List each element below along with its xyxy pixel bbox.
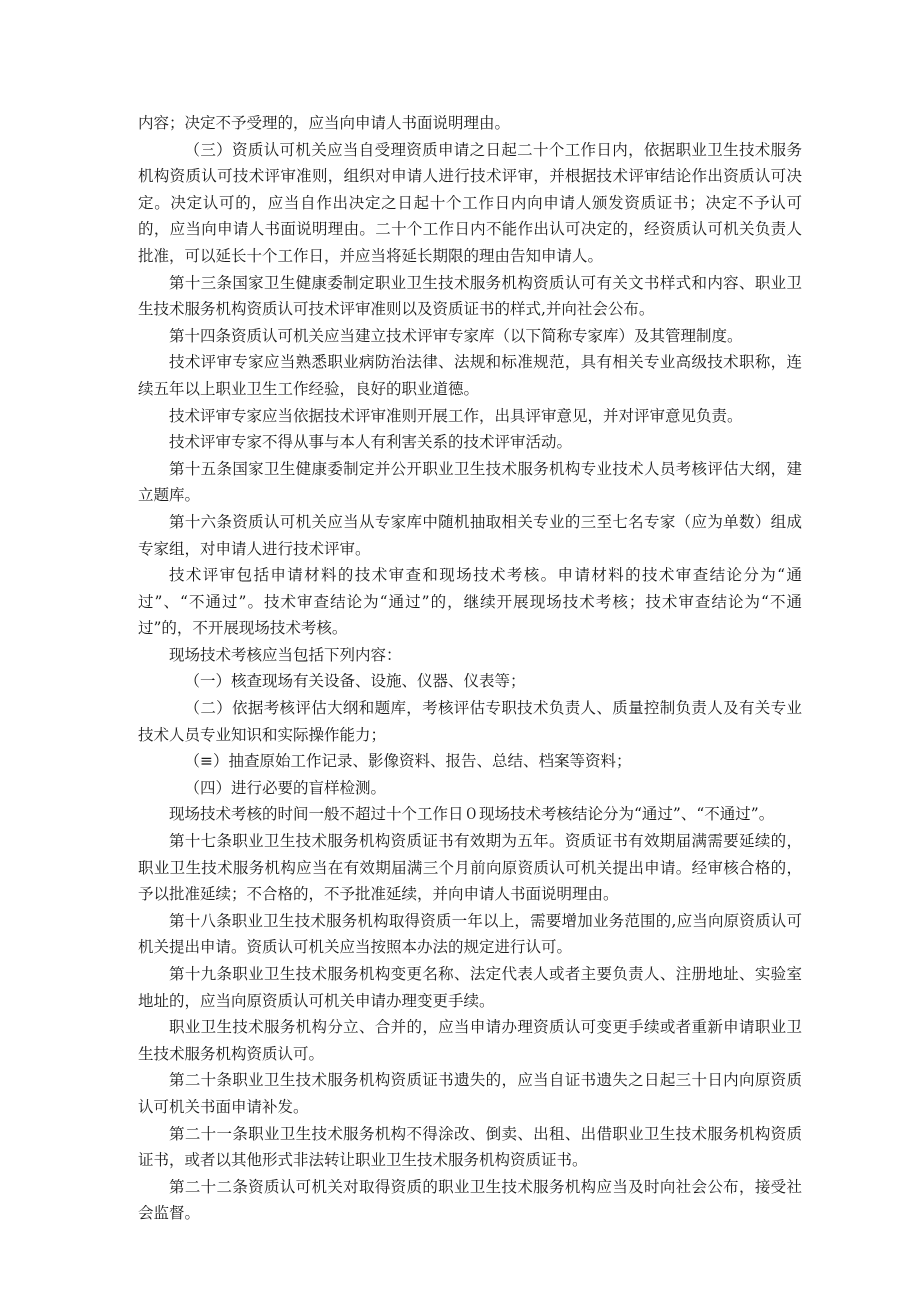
- list-item: （三）资质认可机关应当自受理资质申请之日起二十个工作日内，依据职业卫生技术服务机构资质认可技术评审准则，组织对申请人进行技术评审，并根据技术评审结论作出资质认可决定。决定认可的，应当自作出决定之日起十个工作日内向申请人颁发资质证书；决定不予认可的，应当向申请人书面说明理由。二十个工作日内不能作出认可决定的，经资质认可机关负责人批准，可以延长十个工作日，并应当将延长期限的理由告知申请人。: [138, 140, 802, 265]
- paragraph: 技术评审专家应当依据技术评审准则开展工作，出具评审意见，并对评审意见负责。: [169, 406, 743, 425]
- article-paragraph: 第十七条职业卫生技术服务机构资质证书有效期为五年。资质证书有效期届满需要延续的，职业卫生技术服务机构应当在有效期届满三个月前向原资质认可机关提出申请。经审核合格的，予以批准延续；不合格的，不予批准延续，并向申请人书面说明理由。: [138, 832, 802, 904]
- article-paragraph: 第十九条职业卫生技术服务机构变更名称、法定代表人或者主要负责人、注册地址、实验室地址的，应当向原资质认可机关申请办理变更手续。: [138, 965, 802, 1010]
- document-body: [138, 110, 802, 1227]
- article-paragraph: 第二十二条资质认可机关对取得资质的职业卫生技术服务机构应当及时向社会公布，接受社会监督。: [138, 1177, 802, 1223]
- paragraph: 技术评审包括申请材料的技术审查和现场技术考核。申请材料的技术审查结论分为“通过”、“不通过”。技术审查结论为“通过”的，继续开展现场技术考核；技术审查结论为“不通过”的，不开展现场技术考核。: [138, 566, 802, 638]
- paragraph: 现场技术考核的时间一般不超过十个工作日０现场技术考核结论分为“通过”、“不通过”。: [169, 805, 775, 824]
- article-paragraph: 第十八条职业卫生技术服务机构取得资质一年以上，需要增加业务范围的,应当向原资质认可机关提出申请。资质认可机关应当按照本办法的规定进行认可。: [138, 911, 802, 957]
- paragraph: 内容；决定不予受理的，应当向申请人书面说明理由。: [138, 114, 511, 132]
- article-paragraph: 第二十条职业卫生技术服务机构资质证书遗失的，应当自证书遗失之日起三十日内向原资质认可机关书面申请补发。: [138, 1071, 802, 1116]
- paragraph: 技术评审专家应当熟悉职业病防治法律、法规和标准规范，具有相关专业高级技术职称，连续五年以上职业卫生工作经验，良好的职业道德。: [138, 353, 802, 398]
- list-item: （一）核查现场有关设备、设施、仪器、仪表等；: [184, 672, 526, 691]
- article-paragraph: 第二十一条职业卫生技术服务机构不得涂改、倒卖、出租、出借职业卫生技术服务机构资质证书，或者以其他形式非法转让职业卫生技术服务机构资质证书。: [138, 1124, 802, 1170]
- list-item: （≡）抽查原始工作记录、影像资料、报告、总结、档案等资料；: [184, 752, 632, 771]
- article-paragraph: 第十五条国家卫生健康委制定并公开职业卫生技术服务机构专业技术人员考核评估大纲，建立题库。: [138, 459, 802, 505]
- list-item: （四）进行必要的盲样检测。: [184, 778, 387, 797]
- paragraph: 技术评审专家不得从事与本人有利害关系的技术评审活动。: [169, 433, 573, 452]
- list-item: （二）依据考核评估大纲和题库，考核评估专职技术负责人、质量控制负责人及有关专业技术人员专业知识和实际操作能力；: [138, 699, 802, 744]
- article-paragraph: 第十四条资质认可机关应当建立技术评审专家库（以下简称专家库）及其管理制度。: [169, 326, 743, 345]
- article-paragraph: 第十三条国家卫生健康委制定职业卫生技术服务机构资质认可有关文书样式和内容、职业卫生技术服务机构资质认可技术评审准则以及资质证书的样式,并向社会公布。: [138, 273, 802, 319]
- paragraph: 职业卫生技术服务机构分立、合并的，应当申请办理资质认可变更手续或者重新申请职业卫生技术服务机构资质认可。: [138, 1018, 802, 1063]
- article-paragraph: 第十六条资质认可机关应当从专家库中随机抽取相关专业的三至七名专家（应为单数）组成专家组，对申请人进行技术评审。: [138, 512, 802, 558]
- paragraph: 现场技术考核应当包括下列内容：: [169, 645, 402, 664]
